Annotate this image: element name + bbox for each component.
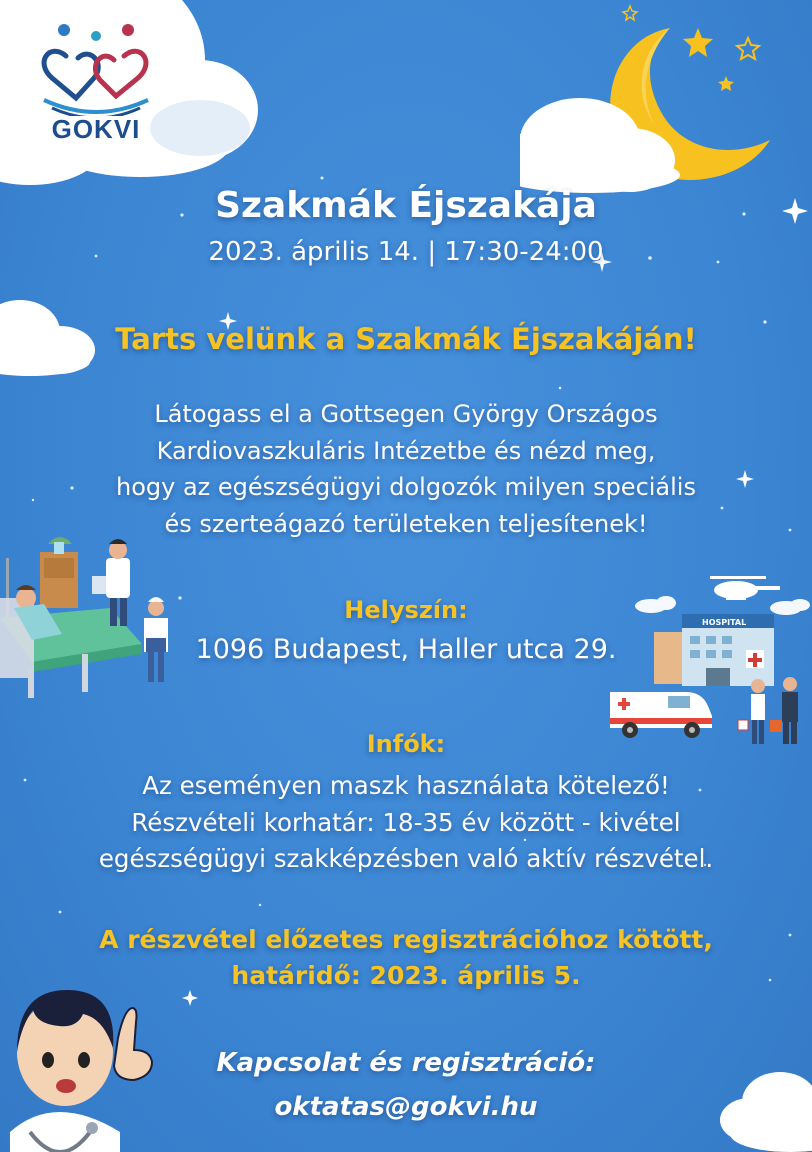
moon-cloud-illustration bbox=[520, 0, 812, 200]
contact-block bbox=[0, 1041, 812, 1129]
description-line: és szerteágazó területeken teljesítenek! bbox=[164, 509, 648, 538]
info-line: Részvételi korhatár: 18-35 év között - kivétel bbox=[131, 807, 681, 837]
event-date-time: 2023. április 14. | 17:30-24:00 bbox=[208, 237, 604, 267]
hearts-logo-icon bbox=[36, 16, 156, 116]
contact-email[interactable]: oktatas@gokvi.hu bbox=[274, 1092, 538, 1122]
info-line: Az eseményen maszk használata kötelező! bbox=[142, 771, 670, 800]
contact-label: Kapcsolat és regisztráció: bbox=[216, 1048, 596, 1078]
logo-text: GOKVI bbox=[51, 114, 141, 144]
description-line: Kardiovaszkuláris Intézetbe és nézd meg, bbox=[156, 436, 656, 465]
description-line: hogy az egészségügyi dolgozók milyen speciális bbox=[116, 473, 696, 501]
registration-line: A részvétel előzetes regisztrációhoz kötött, bbox=[99, 925, 713, 954]
event-description bbox=[0, 396, 812, 542]
info-label: Infók: bbox=[366, 730, 446, 758]
registration-notice bbox=[0, 922, 812, 994]
description-line: Látogass el a Gottsegen György Országos bbox=[154, 400, 658, 428]
hospital-sign: HOSPITAL bbox=[702, 618, 747, 627]
info-line: egészségügyi szakképzésben való aktív részvétel. bbox=[98, 844, 714, 873]
event-headline: Tarts velünk a Szakmák Éjszakáján! bbox=[115, 322, 697, 356]
location-label: Helyszín: bbox=[344, 596, 468, 624]
registration-line: határidő: 2023. április 5. bbox=[231, 961, 581, 990]
gokvi-logo bbox=[36, 16, 156, 146]
info-list bbox=[0, 768, 812, 878]
event-title: Szakmák Éjszakája bbox=[215, 185, 597, 226]
location-address: 1096 Budapest, Haller utca 29. bbox=[195, 634, 617, 665]
